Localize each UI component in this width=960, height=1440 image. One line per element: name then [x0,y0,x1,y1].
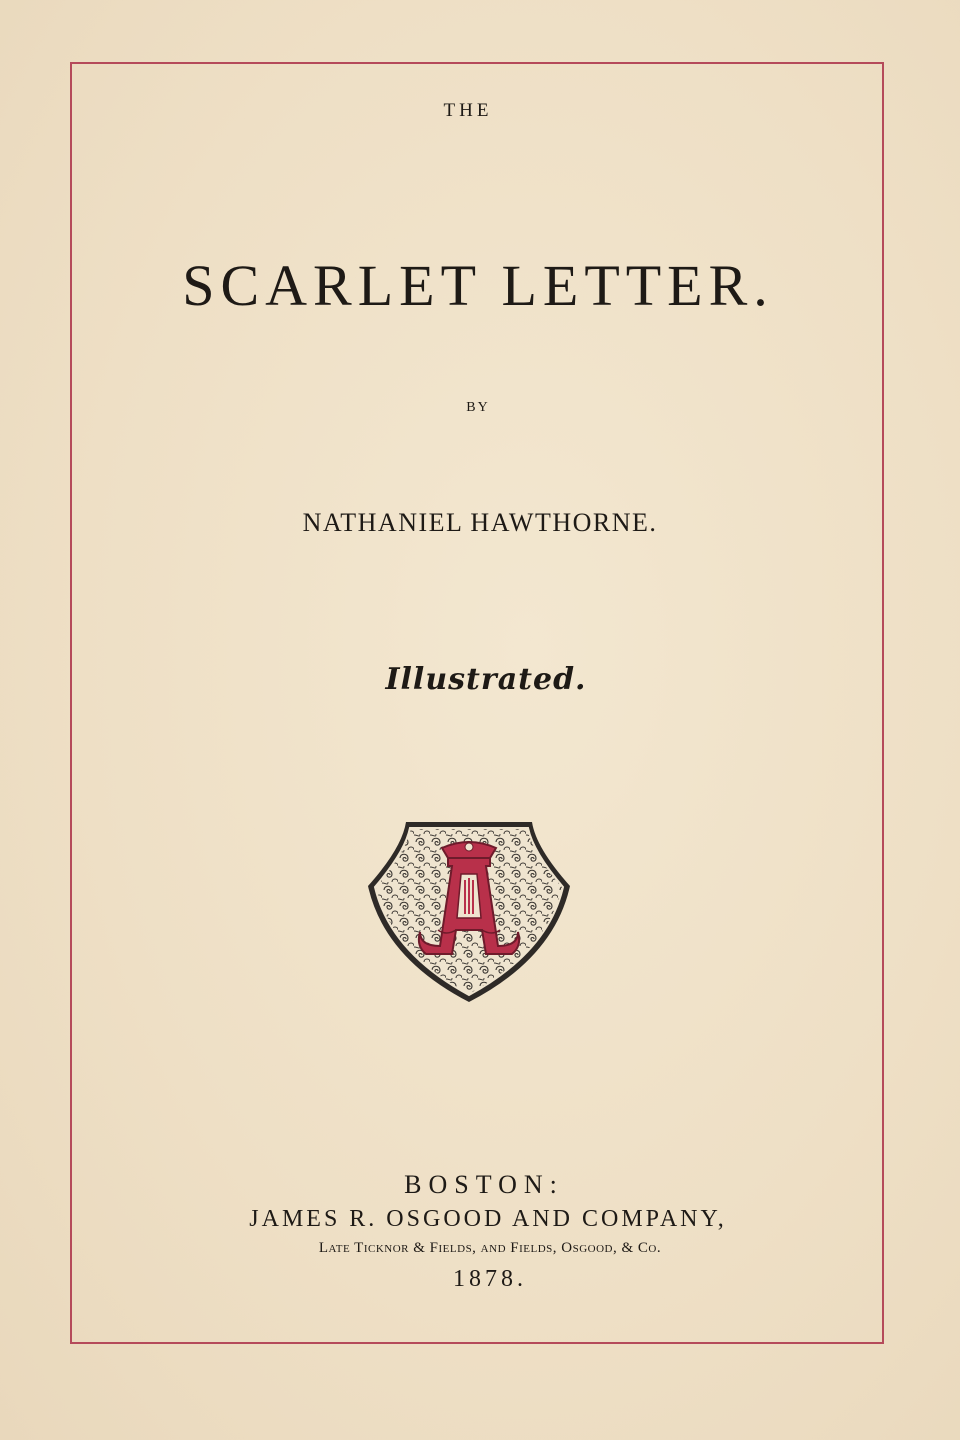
shield-monogram-emblem [366,818,572,1006]
by-line: BY [466,400,490,415]
book-title: SCARLET LETTER. [182,253,774,318]
imprint-successor: Late Ticknor & Fields, and Fields, Osgood, & Co. [318,1240,662,1256]
imprint-publisher: JAMES R. OSGOOD AND COMPANY, [249,1206,727,1232]
imprint-year: 1878. [453,1266,527,1292]
imprint-city: BOSTON: [404,1170,564,1199]
title-article: THE [443,100,493,121]
author-name: NATHANIEL HAWTHORNE. [302,508,658,537]
illustrated-label: Illustrated. [385,662,587,697]
